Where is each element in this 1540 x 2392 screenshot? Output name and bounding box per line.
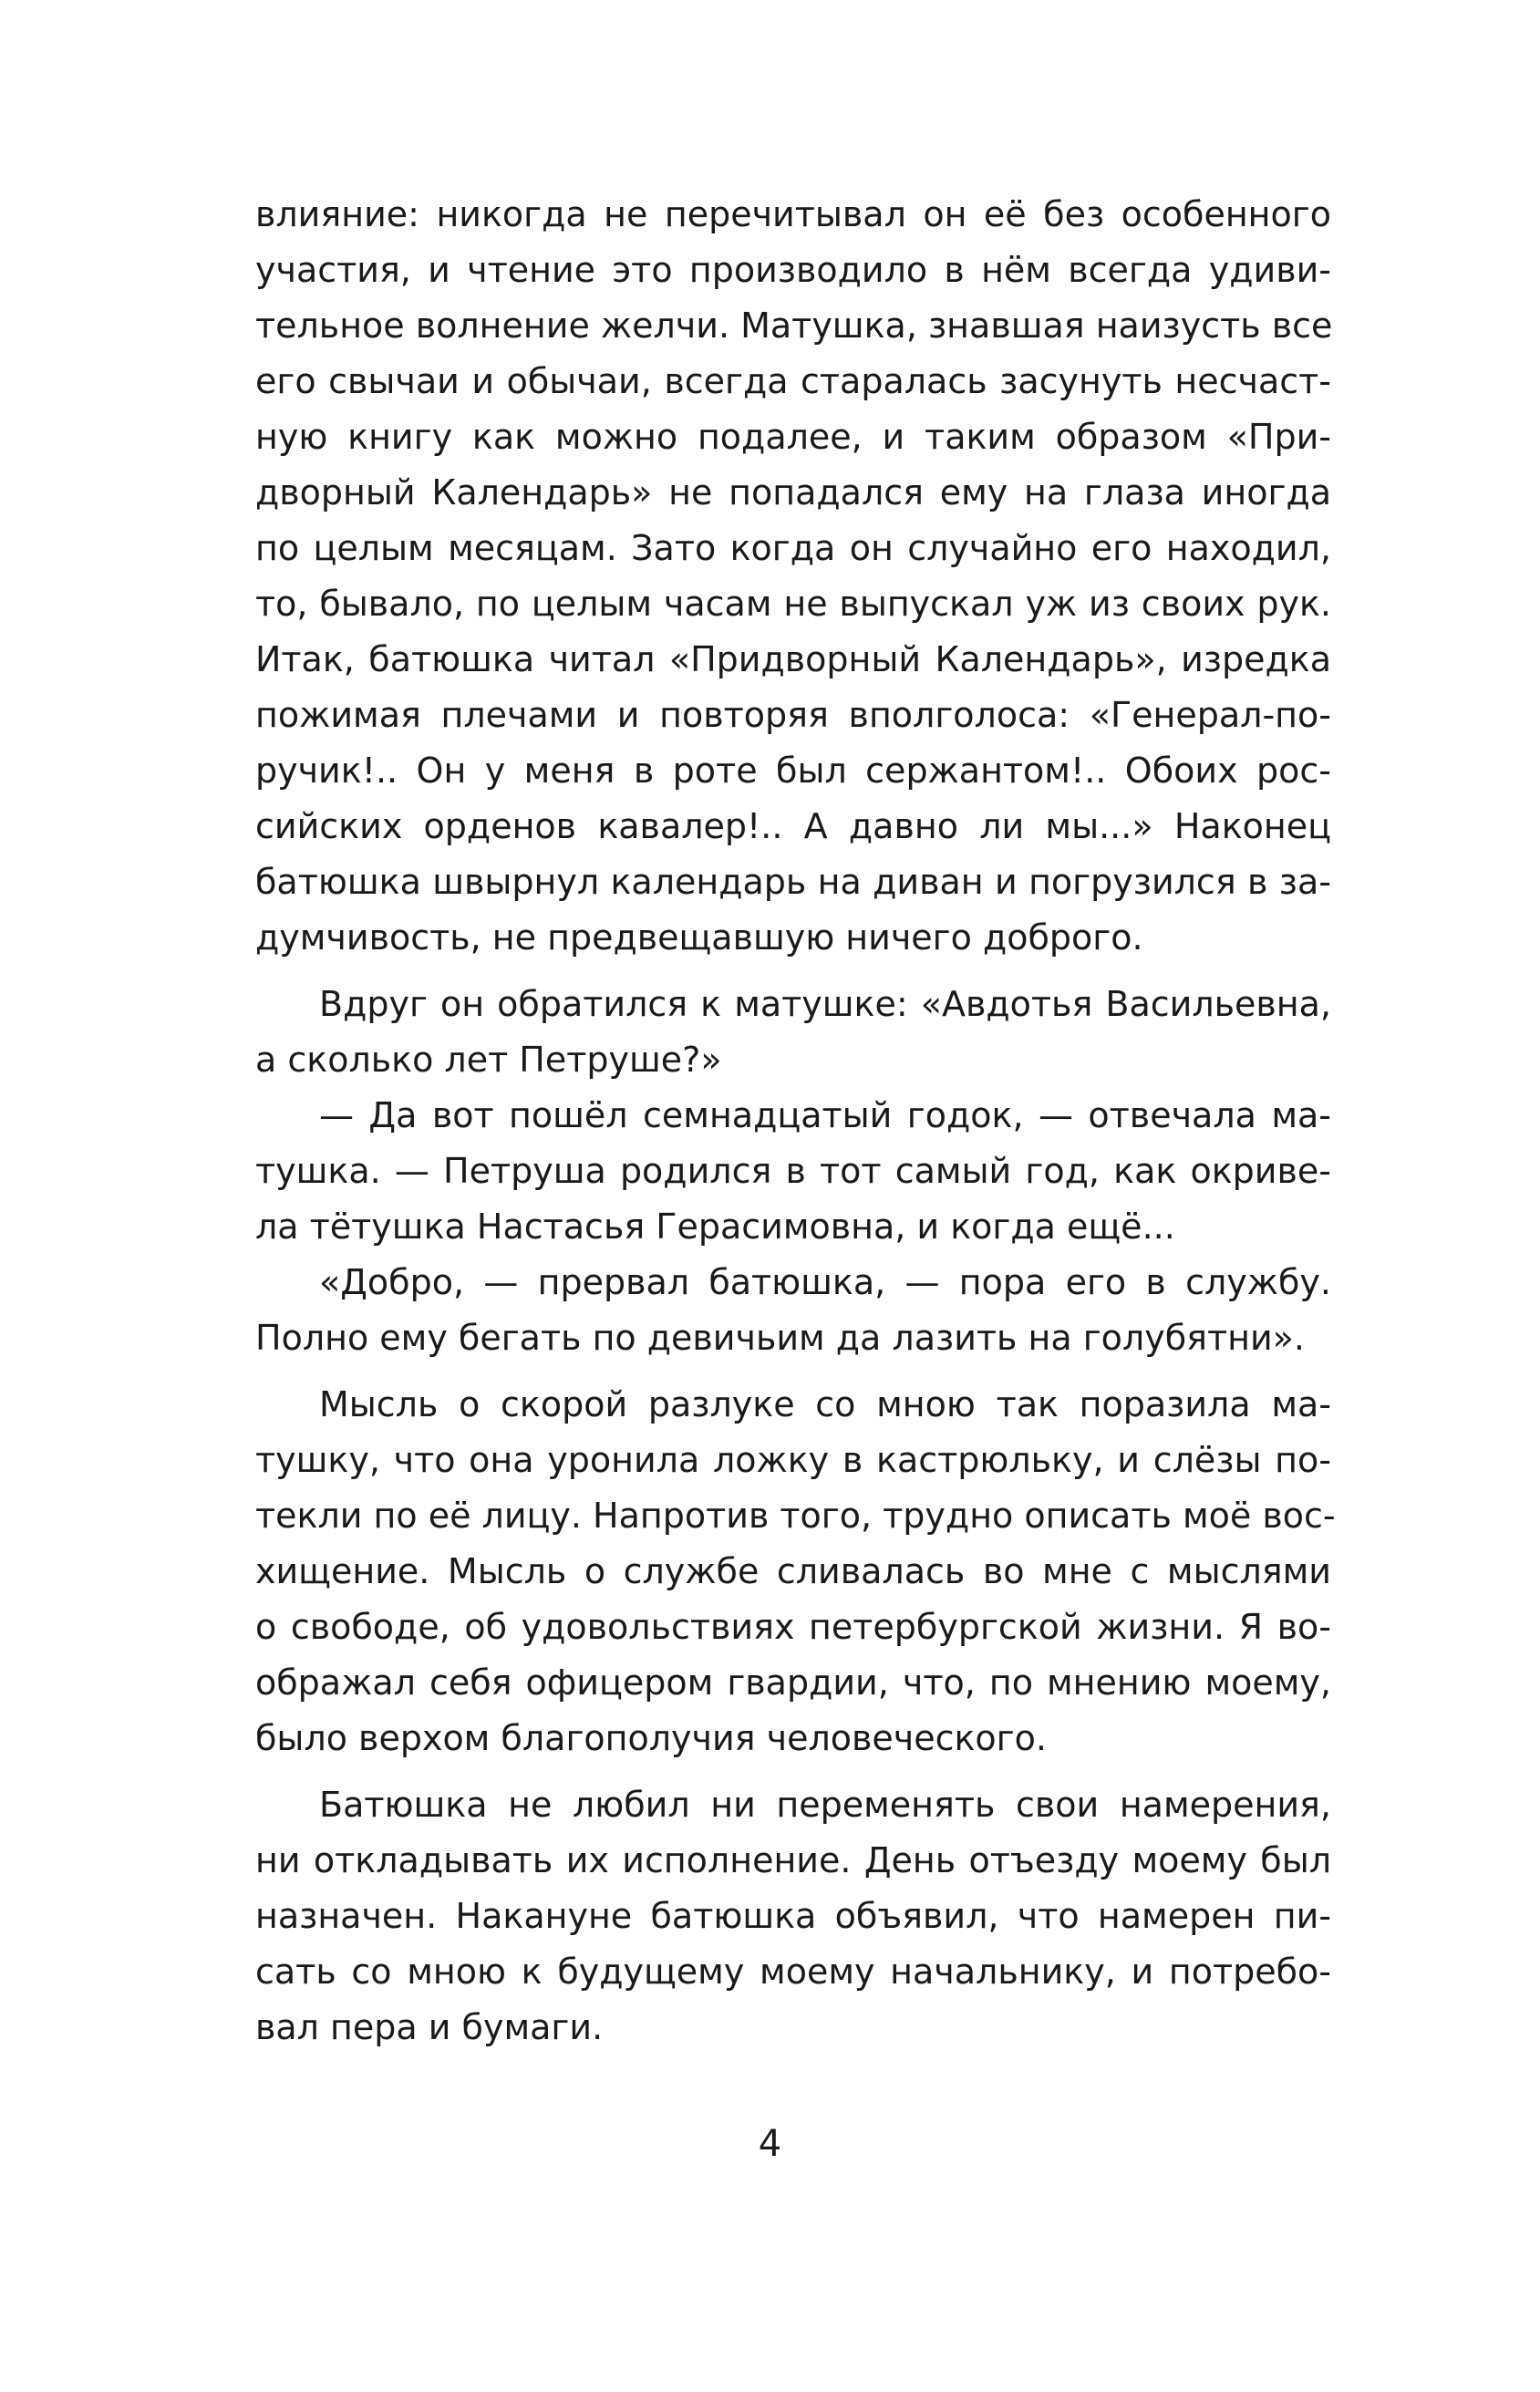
text-line: Мысль о скорой разлуке со мною так поразила ма- (319, 1384, 1331, 1424)
paragraph (255, 187, 1331, 966)
text-line: ла тётушка Настасья Герасимовна, и когда ещё... (255, 1206, 1175, 1247)
text-line: тушка. — Петруша родился в тот самый год, как окриве- (255, 1151, 1331, 1191)
text-line: а сколько лет Петруше?» (255, 1040, 722, 1080)
text-line: тушку, что она уронила ложку в кастрюльку, и слёзы по- (255, 1440, 1331, 1480)
text-line: Батюшка не любил ни переменять свои намерения, (319, 1785, 1331, 1825)
text-line: вал пера и бумаги. (255, 2007, 604, 2047)
text-line: тельное волнение желчи. Матушка, знавшая наизусть все (255, 305, 1333, 346)
text-line: сать со мною к будущему моему начальнику, и потребо- (255, 1952, 1331, 1992)
text-line: текли по её лицу. Напротив того, трудно описать моё вос- (255, 1496, 1336, 1536)
paragraph (255, 1255, 1331, 1366)
text-line: Вдруг он обратился к матушке: «Авдотья Васильевна, (319, 984, 1331, 1024)
text-line: ную книгу как можно подалее, и таким образом «При- (255, 417, 1331, 457)
page-number: 4 (758, 2123, 782, 2165)
text-line: хищение. Мысль о службе сливалась во мне с мыслями (255, 1551, 1331, 1591)
text-line: Полно ему бегать по девичьим да лазить на голубятни». (255, 1318, 1306, 1358)
text-line: дворный Календарь» не попадался ему на глаза иногда (255, 472, 1331, 513)
text-line: по целым месяцам. Зато когда он случайно его находил, (255, 528, 1331, 568)
text-line: батюшка швырнул календарь на диван и погрузился в за- (255, 862, 1331, 902)
text-line: Итак, батюшка читал «Придворный Календарь», изредка (255, 639, 1331, 679)
text-line: ни откладывать их исполнение. День отъезду моему был (255, 1840, 1331, 1880)
paragraph (255, 977, 1331, 1088)
text-line: ручик!.. Он у меня в роте был сержантом!.. Обоих рос- (255, 751, 1331, 791)
text-line: то, бывало, по целым часам не выпускал уж из своих рук. (255, 584, 1331, 624)
text-line: влияние: никогда не перечитывал он её без особенного (255, 194, 1331, 234)
text-line: было верхом благополучия человеческого. (255, 1718, 1047, 1758)
text-line: «Добро, — прервал батюшка, — пора его в службу. (319, 1262, 1331, 1302)
text-line: о свободе, об удовольствиях петербургской жизни. Я во- (255, 1607, 1331, 1647)
text-line: ображал себя офицером гвардии, что, по мнению моему, (255, 1662, 1331, 1703)
text-line: его свычаи и обычаи, всегда старалась засунуть несчаст- (255, 361, 1331, 401)
paragraph (255, 1377, 1336, 1766)
paragraph (255, 1777, 1331, 2055)
paragraph-gap (255, 966, 1331, 977)
text-line: сийских орденов кавалер!.. А давно ли мы...» Наконец (255, 806, 1331, 846)
text-line: участия, и чтение это производило в нём всегда удиви- (255, 250, 1331, 290)
text-line: пожимая плечами и повторяя вполголоса: «Генерал-по- (255, 695, 1331, 735)
paragraph-gap (255, 1366, 1331, 1377)
paragraph (255, 1088, 1331, 1255)
text-line: назначен. Накануне батюшка объявил, что намерен пи- (255, 1896, 1331, 1936)
paragraph-gap (255, 1766, 1331, 1777)
text-line: — Да вот пошёл семнадцатый годок, — отвечала ма- (319, 1095, 1331, 1135)
body-text (255, 187, 1336, 2055)
text-line: думчивость, не предвещавшую ничего доброго. (255, 917, 1143, 958)
